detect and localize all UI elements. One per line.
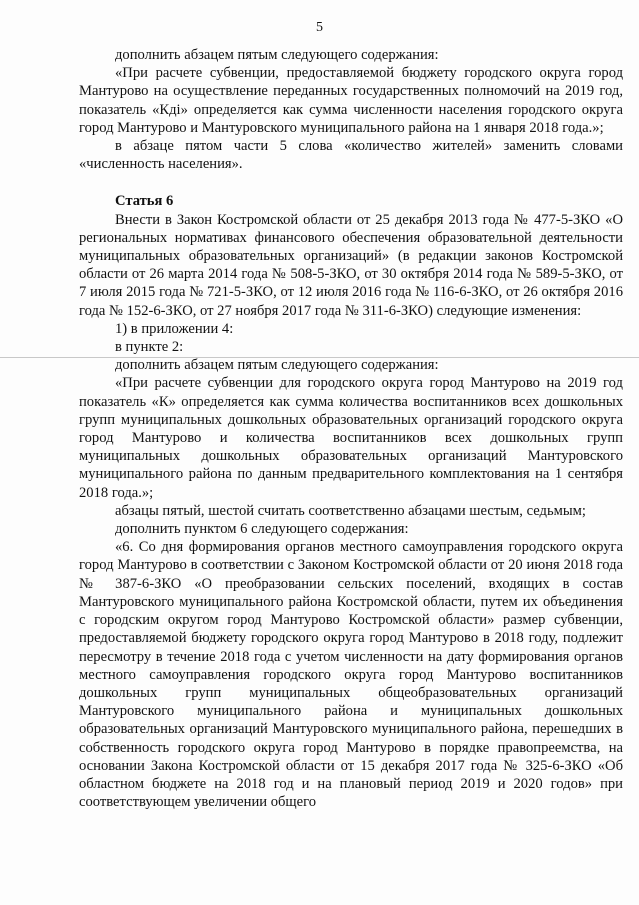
paragraph: дополнить пунктом 6 следующего содержания: xyxy=(115,521,409,538)
paragraph: в абзаце пятом части 5 слова «количество жителей» заменить словами «численность населения». xyxy=(79,138,623,173)
paragraph: «6. Со дня формирования органов местного самоуправления городского округа город Мантурово в соответствии с Законом Костромской области от 20 июня 2018 года № 387-6-ЗКО «О преобразовании сельских поселений, входящих в состав Мантуровского муниципального района Костромской области, путем их объединения с городским округом город Мантурово Костромской области» размер субвенции, предоставляемой бюджету городского округа город Мантурово в 2018 году, подлежит пересмотру в течение 2018 года с учетом численности на дату формирования органов местного самоуправления городского округа город Мантурово воспитанников дошкольных групп муниципальных общеобразовательных организаций Мантуровского муниципального района и муниципальных дошкольных образовательных организаций Мантуровского муниципального района, перешедших в собственность городского округа город Мантурово в порядке правопреемства, на основании Закона Костромской области от 15 декабря 2017 года № 325-6-ЗКО «Об областном бюджете на 2018 год и на плановый период 2019 и 2020 годов» при соответствующем увеличении общего xyxy=(79,539,623,811)
paragraph: в пункте 2: xyxy=(115,339,184,356)
article-heading: Статья 6 xyxy=(115,193,174,210)
paragraph: 1) в приложении 4: xyxy=(115,320,234,337)
paragraph: дополнить абзацем пятым следующего содержания: xyxy=(115,47,439,63)
page-number: 5 xyxy=(316,20,323,35)
paragraph: абзацы пятый, шестой считать соответственно абзацами шестым, седьмым; xyxy=(115,502,586,519)
document-body xyxy=(79,46,623,811)
paragraph: «При расчете субвенции, предоставляемой бюджету городского округа город Мантурово на осуществление переданных государственных полномочий на 2019 год, показатель «Кдi» определяется как сумма численности населения городского округа город Мантурово и Мантуровского муниципального района на 1 января 2018 года.»; xyxy=(79,65,623,136)
paragraph: Внести в Закон Костромской области от 25 декабря 2013 года № 477-5-ЗКО «О региональных нормативах финансового обеспечения образовательной деятельности муниципальных образовательных организаций» (в редакции законов Костромской области от 26 марта 2014 года № 508-5-ЗКО, от 30 октября 2014 года № 589-5-ЗКО, от 7 июля 2015 года № 721-5-ЗКО, от 12 июля 2016 года № 116-6-ЗКО, от 26 октября 2016 года № 152-6-ЗКО, от 27 ноября 2017 года № 311-6-ЗКО) следующие изменения: xyxy=(79,211,623,319)
paragraph: дополнить абзацем пятым следующего содержания: xyxy=(115,357,439,374)
paragraph: «При расчете субвенции для городского округа город Мантурово на 2019 год показатель «К» определяется как сумма количества воспитанников всех дошкольных групп муниципальных дошкольных образовательных организаций городского округа город Мантурово и количества воспитанников всех дошкольных групп муниципальных дошкольных образовательных организаций Мантуровского муниципального района по данным предварительного комплектования на 1 сентября 2018 года.»; xyxy=(79,375,623,501)
